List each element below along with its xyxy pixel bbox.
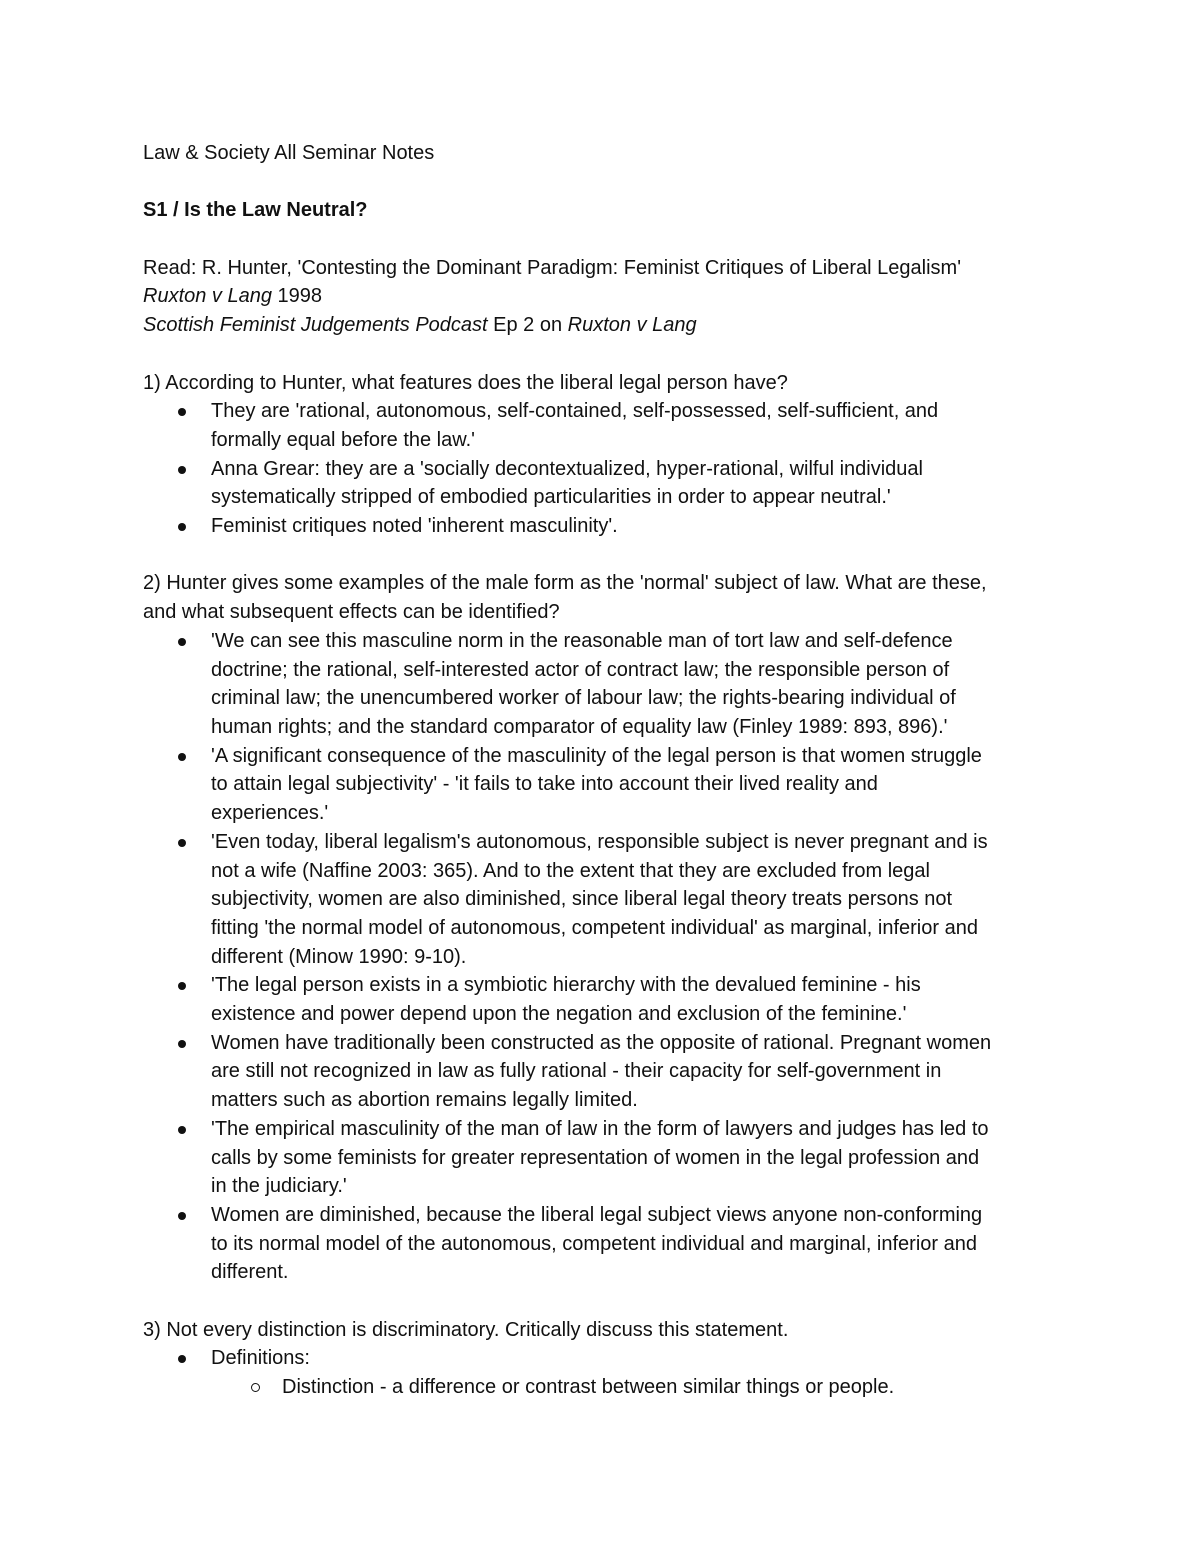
bullet-icon [178,408,186,416]
list-item-line: fitting 'the normal model of autonomous, competent individual' as marginal, inferior and [211,916,978,939]
bullet-icon [178,523,186,531]
bullet-icon [178,466,186,474]
list-item [143,1029,1063,1115]
list-item-line: experiences.' [211,802,329,825]
list-item-line: 'Even today, liberal legalism's autonomous, responsible subject is never pregnant and is [211,830,988,853]
spacer [143,1287,1063,1316]
podcast-name: Scottish Feminist Judgements Podcast [143,314,488,337]
spacer [143,541,1063,570]
list-item [143,512,1063,541]
list-item-line: are still not recognized in law as fully rational - their capacity for self-government in [211,1060,942,1083]
question-3-text: 3) Not every distinction is discriminatory. Critically discuss this statement. [143,1318,789,1341]
spacer [143,340,1063,369]
bullet-icon [178,1212,186,1220]
question-2-answers [143,627,1063,1287]
list-item-line: Anna Grear: they are a 'socially decontextualized, hyper-rational, wilful individual [211,457,923,480]
list-item-line: Women are diminished, because the liberal legal subject views anyone non-conforming [211,1203,983,1226]
list-item-line: not a wife (Naffine 2003: 365). And to the extent that they are excluded from legal [211,859,930,882]
document-title: Law & Society All Seminar Notes [143,142,435,164]
list-item-line: criminal law; the unencumbered worker of labour law; the rights-bearing individual of [211,687,956,710]
list-item [143,397,1063,454]
list-item-line: different. [211,1261,289,1284]
sub-list-item-line: Distinction - a difference or contrast between similar things or people. [282,1376,895,1399]
question-2-text: and what subsequent effects can be identified? [143,601,560,624]
case-year: 1998 [271,285,323,308]
list-item-line: formally equal before the law.' [211,428,475,451]
list-item [143,971,1063,1028]
list-item-line: doctrine; the rational, self-interested actor of contract law; the responsible person of [211,658,950,681]
list-item [143,1115,1063,1201]
question-2 [143,569,1063,1287]
list-item-line: matters such as abortion remains legally limited. [211,1089,638,1112]
list-item [143,627,1063,742]
list-item-line: 'We can see this masculine norm in the reasonable man of tort law and self-defence [211,629,953,652]
question-1-answers [143,397,1063,541]
question-2-text: 2) Hunter gives some examples of the male form as the 'normal' subject of law. What are these, [143,572,987,595]
bullet-icon [178,753,186,761]
list-item-line: 'The legal person exists in a symbiotic hierarchy with the devalued feminine - his [211,974,921,997]
reading-line: Read: R. Hunter, 'Contesting the Dominant Paradigm: Feminist Critiques of Liberal Legalism' [143,256,962,279]
list-item-line: Women have traditionally been constructed as the opposite of rational. Pregnant women [211,1031,992,1054]
list-item-line: to attain legal subjectivity' - 'it fails to take into account their lived reality and [211,773,878,796]
sub-list-item [143,1373,1063,1402]
list-item-line: Definitions: [211,1347,310,1370]
hollow-bullet-icon [251,1383,260,1392]
seminar-heading: S1 / Is the Law Neutral? [143,199,368,222]
document-page [143,139,1063,1402]
question-1 [143,369,1063,541]
question-1-text: 1) According to Hunter, what features does the liberal legal person have? [143,371,788,394]
podcast-episode: Ep 2 on [487,314,568,337]
case-line [143,282,1063,311]
bullet-icon [178,1355,186,1363]
list-item-line: They are 'rational, autonomous, self-contained, self-possessed, self-sufficient, and [211,400,939,423]
bullet-icon [178,982,186,990]
list-item-line: 'A significant consequence of the masculinity of the legal person is that women struggle [211,744,982,767]
list-item-line: existence and power depend upon the negation and exclusion of the feminine.' [211,1003,907,1026]
podcast-line [143,311,1063,340]
list-item-line: subjectivity, women are also diminished, since liberal legal theory treats persons not [211,888,953,911]
readings-block [143,254,1063,340]
bullet-icon [178,1126,186,1134]
list-item-line: to its normal model of the autonomous, competent individual and marginal, inferior and [211,1232,977,1255]
spacer [143,225,1063,254]
bullet-icon [178,1040,186,1048]
list-item-line: human rights; and the standard comparator of equality law (Finley 1989: 893, 896).' [211,716,948,738]
list-item [143,455,1063,512]
question-3-answers [143,1344,1063,1373]
spacer [143,168,1063,197]
bullet-icon [178,839,186,847]
list-item [143,742,1063,828]
podcast-case: Ruxton v Lang [567,314,697,337]
list-item [143,1201,1063,1287]
question-3 [143,1316,1063,1402]
list-item-line: Feminist critiques noted 'inherent masculinity'. [211,515,618,538]
list-item [143,828,1063,972]
question-3-sub-answers [143,1373,1063,1402]
list-item-line: systematically stripped of embodied particularities in order to appear neutral.' [211,486,891,509]
list-item-line: different (Minow 1990: 9-10). [211,945,467,968]
list-item [143,1344,1063,1373]
bullet-icon [178,638,186,646]
list-item-line: in the judiciary.' [211,1175,347,1198]
list-item-line: calls by some feminists for greater representation of women in the legal profession and [211,1146,980,1169]
case-name: Ruxton v Lang [143,285,272,308]
list-item-line: 'The empirical masculinity of the man of law in the form of lawyers and judges has led to [211,1117,989,1140]
